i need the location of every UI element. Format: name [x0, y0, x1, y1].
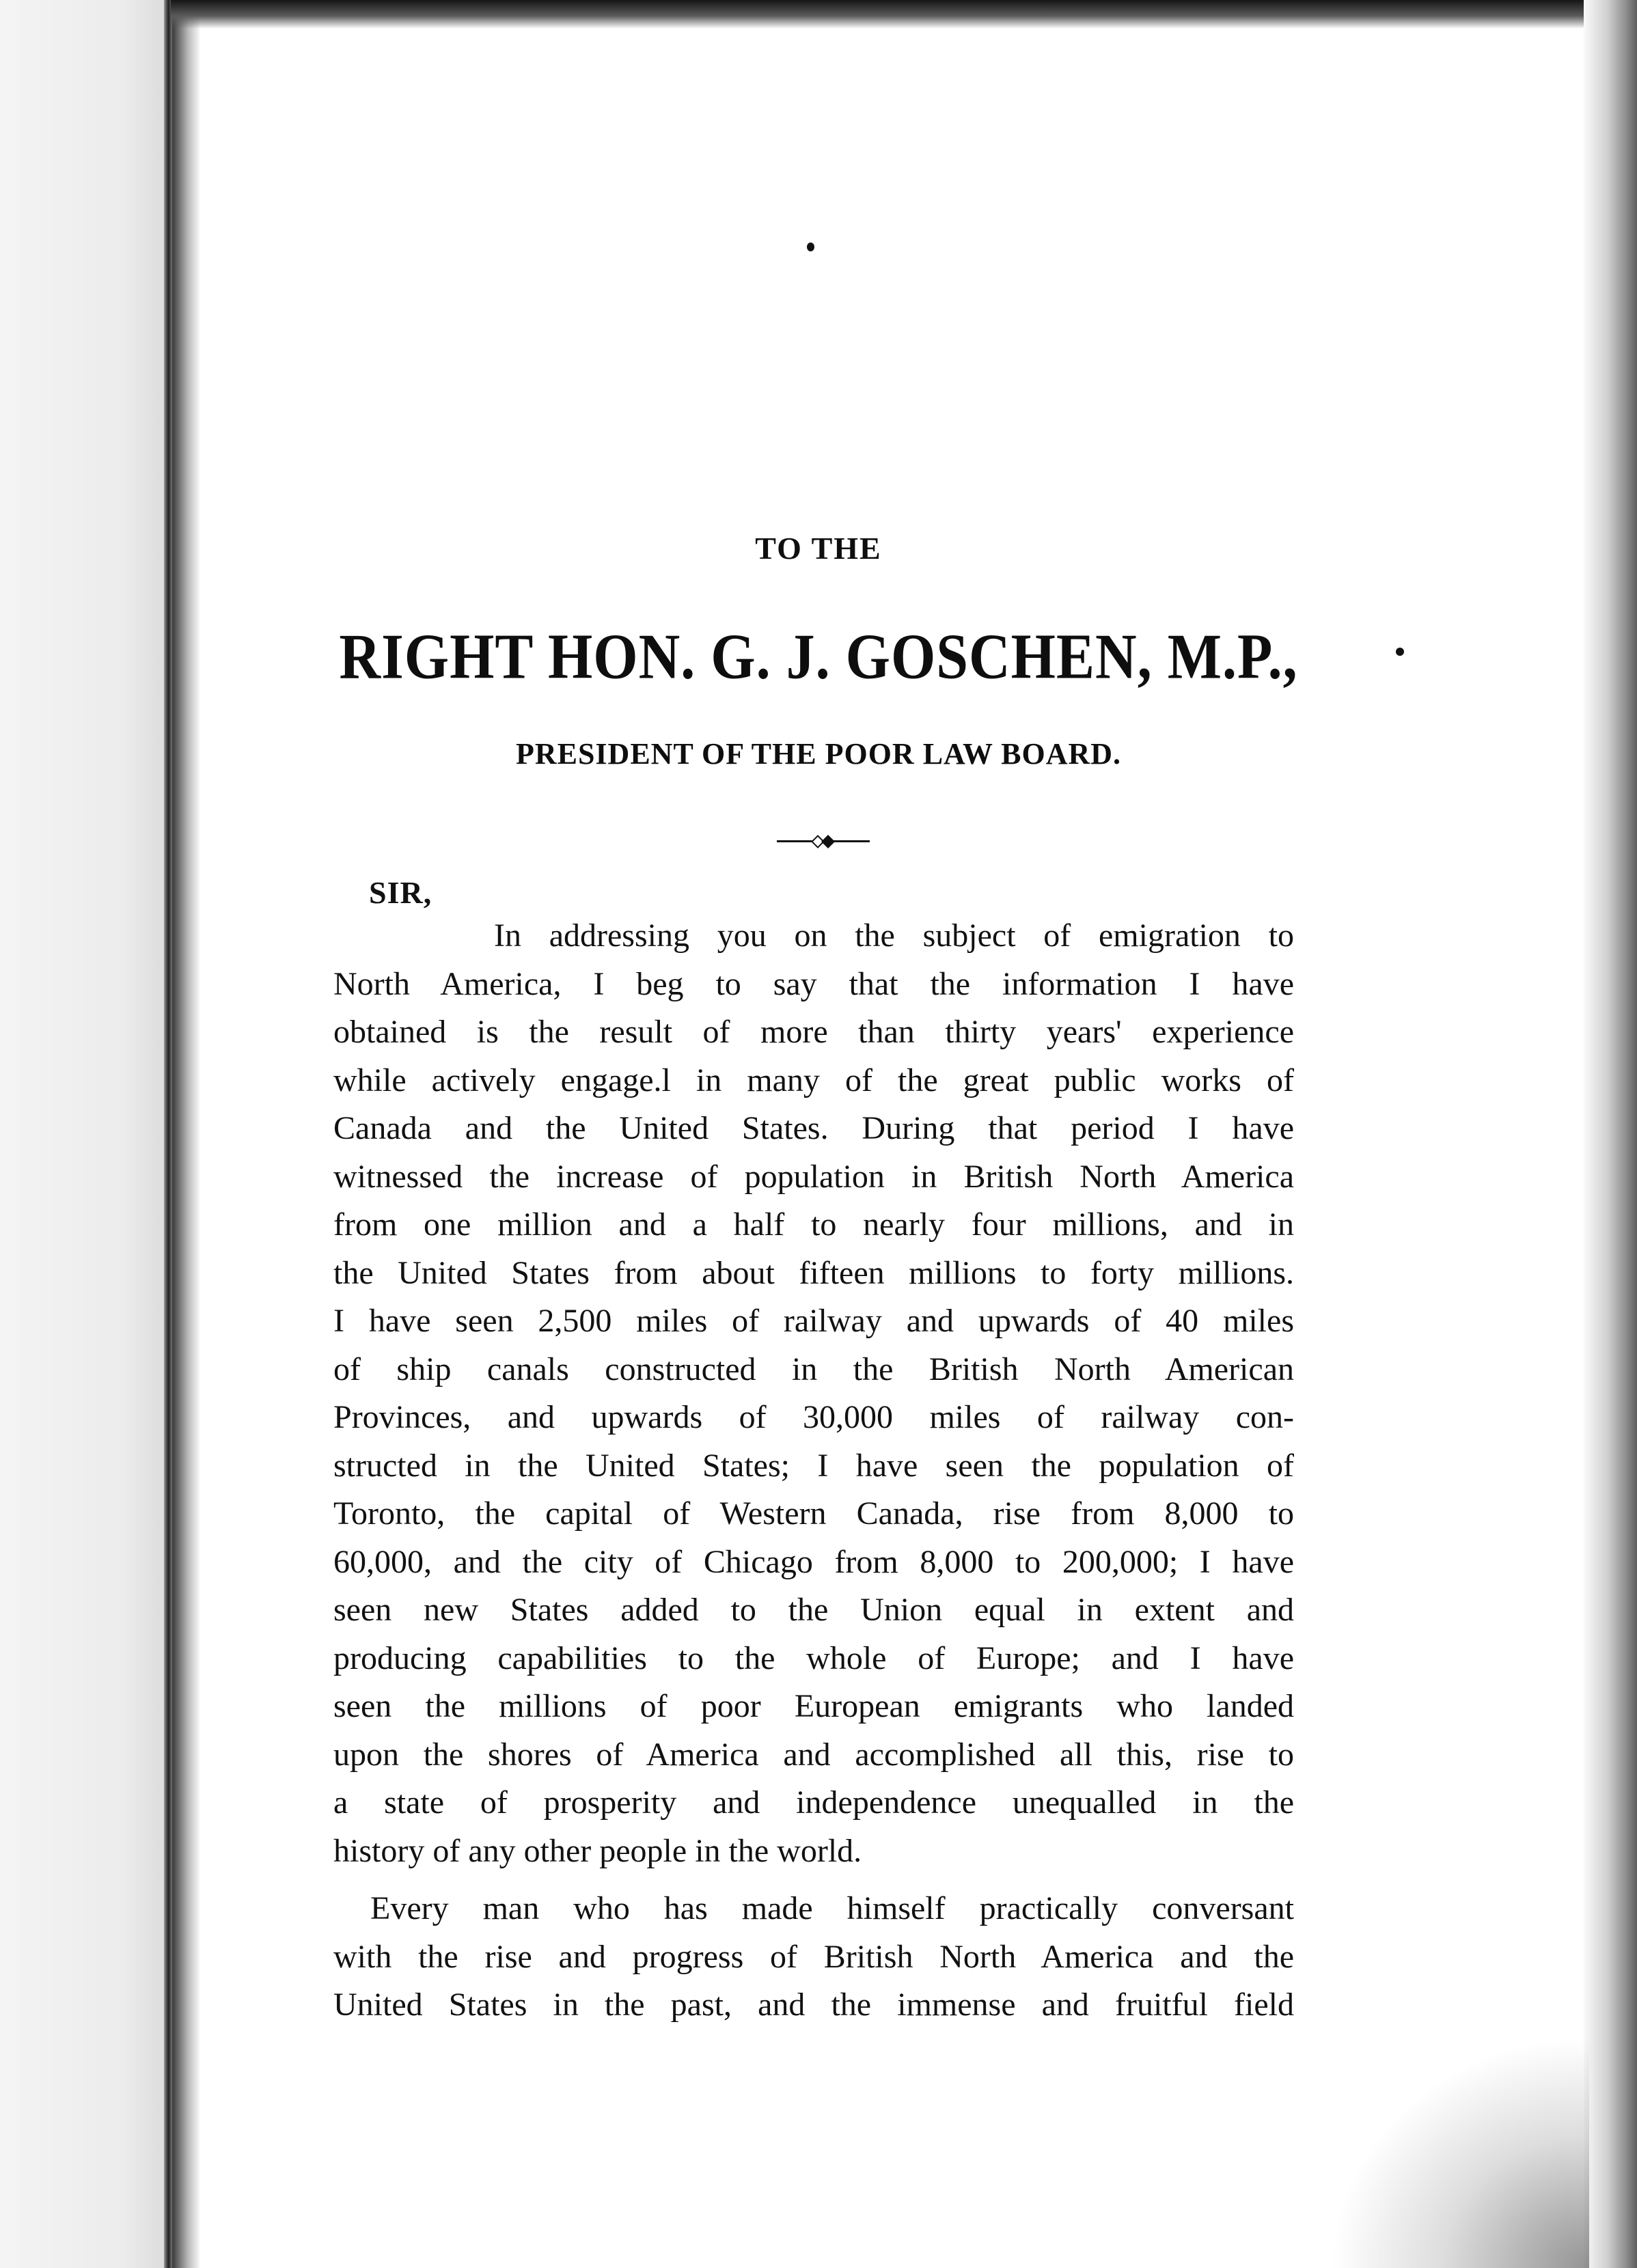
- page-edge-shadow: [164, 0, 172, 2268]
- text-line: structed in the United States; I have seen the population of: [333, 1447, 1294, 1484]
- ornamental-rule: [777, 836, 870, 846]
- text-line: Canada and the United States. During that period I have: [333, 1110, 1294, 1146]
- addressee-name: RIGHT HON. G. J. GOSCHEN, M.P.,: [339, 621, 1298, 693]
- text-line: with the rise and progress of British North America and the: [333, 1938, 1294, 1975]
- book-gutter: [172, 0, 200, 2268]
- corner-smudge: [1330, 2036, 1589, 2268]
- text-line: witnessed the increase of population in British North America: [333, 1158, 1294, 1195]
- top-scan-edge: [171, 0, 1592, 29]
- text-line: seen the millions of poor European emigrants who landed: [333, 1688, 1294, 1724]
- addressee-office: PRESIDENT OF THE POOR LAW BOARD.: [515, 737, 1122, 771]
- text-line: the United States from about fifteen millions to forty millions.: [333, 1254, 1294, 1291]
- text-line: United States in the past, and the immense and fruitful field: [333, 1987, 1294, 2023]
- text-line: In addressing you on the subject of emigration to: [494, 917, 1294, 954]
- letter-body: [333, 912, 1294, 2030]
- left-facing-page: [0, 0, 176, 2268]
- right-scan-edge: [1584, 0, 1637, 2268]
- text-line: Provinces, and upwards of 30,000 miles of railway con-: [333, 1399, 1294, 1435]
- text-line: obtained is the result of more than thirty years' experience: [333, 1014, 1294, 1050]
- text-line: Toronto, the capital of Western Canada, rise from 8,000 to: [333, 1495, 1294, 1532]
- text-line: North America, I beg to say that the information I have: [333, 965, 1294, 1002]
- text-line: Every man who has made himself practically conversant: [370, 1890, 1294, 1926]
- text-line: history of any other people in the world.: [333, 1832, 862, 1869]
- text-line: while actively engage.l in many of the great public works of: [333, 1062, 1294, 1098]
- salutation: SIR,: [369, 875, 432, 910]
- text-line: seen new States added to the Union equal in extent and: [333, 1592, 1294, 1628]
- dedication-heading: TO THE: [755, 531, 882, 566]
- text-line: of ship canals constructed in the British North American: [333, 1351, 1294, 1387]
- ink-speck: [807, 243, 814, 251]
- text-line: producing capabilities to the whole of Europe; and I have: [333, 1640, 1294, 1676]
- text-line: from one million and a half to nearly four millions, and in: [333, 1206, 1294, 1243]
- text-line: I have seen 2,500 miles of railway and upwards of 40 miles: [333, 1303, 1294, 1339]
- text-line: upon the shores of America and accomplished all this, rise to: [333, 1736, 1294, 1773]
- text-line: a state of prosperity and independence unequalled in the: [333, 1784, 1294, 1821]
- text-line: 60,000, and the city of Chicago from 8,000 to 200,000; I have: [333, 1543, 1294, 1580]
